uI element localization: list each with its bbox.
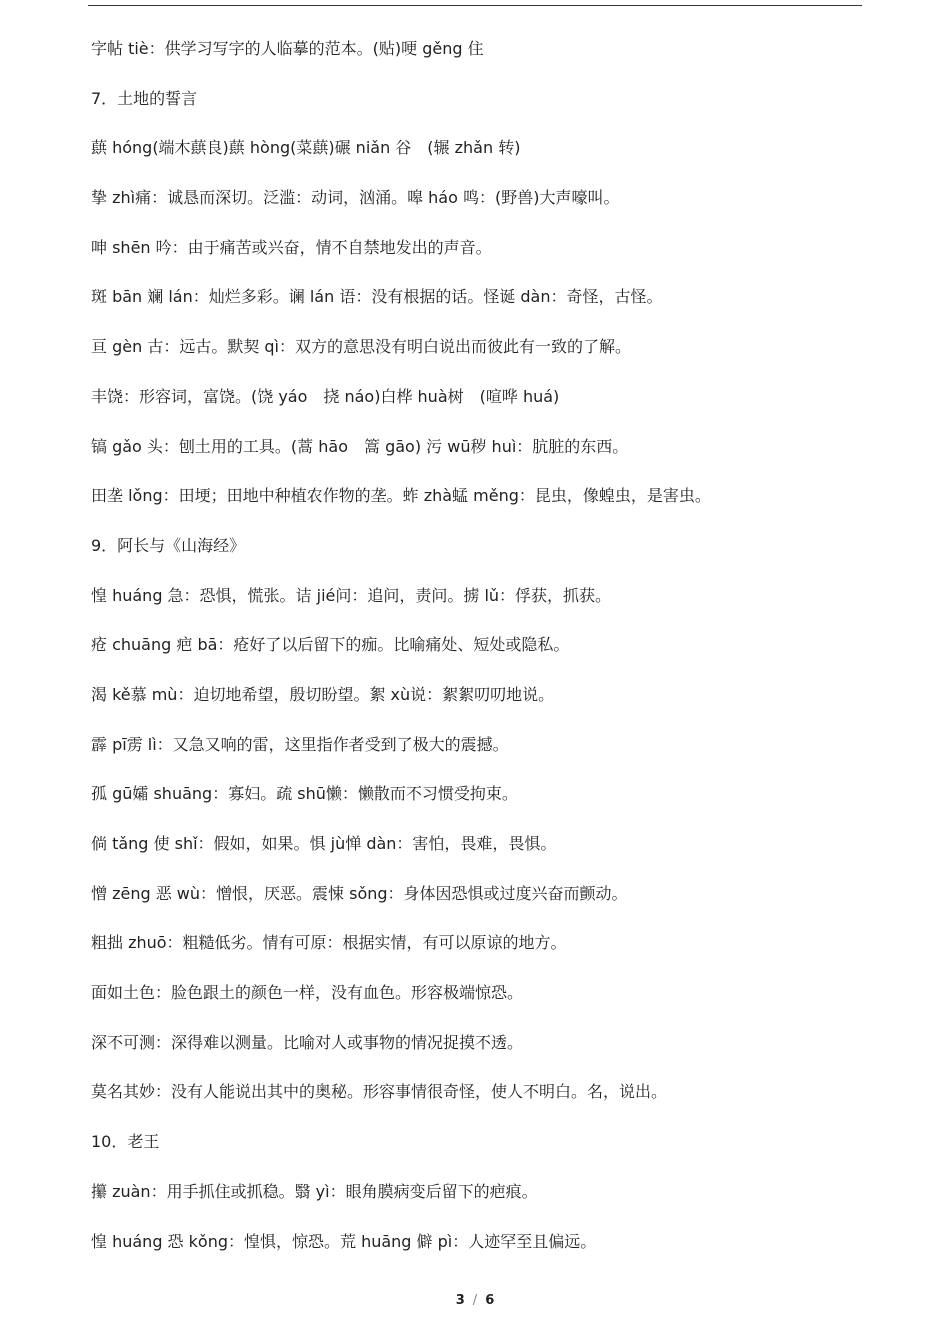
text-line: 字帖 tiè：供学习写字的人临摹的范本。(贴)哽 gěng 住 bbox=[91, 39, 484, 58]
current-page: 3 bbox=[455, 1293, 465, 1308]
page-separator: / bbox=[472, 1293, 478, 1308]
text-line: 莫名其妙：没有人能说出其中的奥秘。形容事情很奇怪，使人不明白。名，说出。 bbox=[91, 1082, 668, 1102]
text-line: 渴 kě慕 mù：迫切地希望，殷切盼望。絮 xù说：絮絮叨叨地说。 bbox=[91, 684, 555, 704]
text-line: 惶 huáng 恐 kǒng：惶惧，惊恐。荒 huāng 僻 pì：人迹罕至且偏远。 bbox=[91, 1231, 597, 1251]
text-line: 霹 pī雳 lì：又急又响的雷，这里指作者受到了极大的震撼。 bbox=[91, 734, 509, 754]
text-line: 田垄 lǒng：田埂；田地中种植农作物的垄。蚱 zhà蜢 měng：昆虫，像蝗虫，是害虫。 bbox=[91, 486, 711, 506]
text-line: 孤 gū孀 shuāng：寡妇。疏 shū懒：懒散而不习惯受拘束。 bbox=[91, 784, 518, 804]
text-line: 憎 zēng 恶 wù：憎恨，厌恶。震悚 sǒng：身体因恐惧或过度兴奋而颤动。 bbox=[91, 883, 628, 903]
section-heading: 10．老王 bbox=[91, 1132, 160, 1152]
section-heading: 9．阿长与《山海经》 bbox=[91, 535, 246, 555]
text-line: 粗拙 zhuō：粗糙低劣。情有可原：根据实情，有可以原谅的地方。 bbox=[91, 933, 567, 953]
text-line: 疮 chuāng 疤 bā：疮好了以后留下的痂。比喻痛处、短处或隐私。 bbox=[91, 635, 570, 655]
header-divider bbox=[88, 5, 862, 6]
text-line: 丰饶：形容词，富饶。(饶 yáo 挠 náo)白桦 huà树 (喧哗 huá) bbox=[91, 386, 560, 406]
section-heading: 7．土地的誓言 bbox=[91, 88, 198, 108]
page-number bbox=[0, 1293, 950, 1308]
text-line: 亘 gèn 古：远古。默契 qì：双方的意思没有明白说出而彼此有一致的了解。 bbox=[91, 337, 632, 357]
text-line: 深不可测：深得难以测量。比喻对人或事物的情况捉摸不透。 bbox=[91, 1032, 524, 1052]
text-line: 挚 zhì痛：诚恳而深切。泛滥：动词，汹涌。嗥 háo 鸣：(野兽)大声嚎叫。 bbox=[91, 188, 620, 208]
text-line: 面如土色：脸色跟土的颜色一样，没有血色。形容极端惊恐。 bbox=[91, 983, 524, 1003]
text-line: 倘 tǎng 使 shǐ：假如，如果。惧 jù惮 dàn：害怕，畏难，畏惧。 bbox=[91, 834, 557, 853]
text-line: 惶 huáng 急：恐惧，慌张。诘 jié问：追问，责问。掳 lǔ：俘获，抓获。 bbox=[91, 585, 612, 605]
text-line: 攥 zuàn：用手抓住或抓稳。翳 yì：眼角膜病变后留下的疤痕。 bbox=[91, 1181, 538, 1201]
text-line: 镐 gǎo 头：刨土用的工具。(蒿 hāo 篙 gāo) 污 wū秽 huì：肮脏的东西。 bbox=[91, 436, 629, 456]
text-line: 蕻 hóng(端木蕻良)蕻 hòng(菜蕻)碾 niǎn 谷 (辗 zhǎn 转) bbox=[91, 138, 521, 158]
text-line: 呻 shēn 吟：由于痛苦或兴奋，情不自禁地发出的声音。 bbox=[91, 237, 492, 257]
document-body bbox=[91, 38, 871, 1280]
text-line: 斑 bān 斓 lán：灿烂多彩。谰 lán 语：没有根据的话。怪诞 dàn：奇怪，古怪。 bbox=[91, 287, 663, 307]
total-pages: 6 bbox=[485, 1293, 495, 1308]
